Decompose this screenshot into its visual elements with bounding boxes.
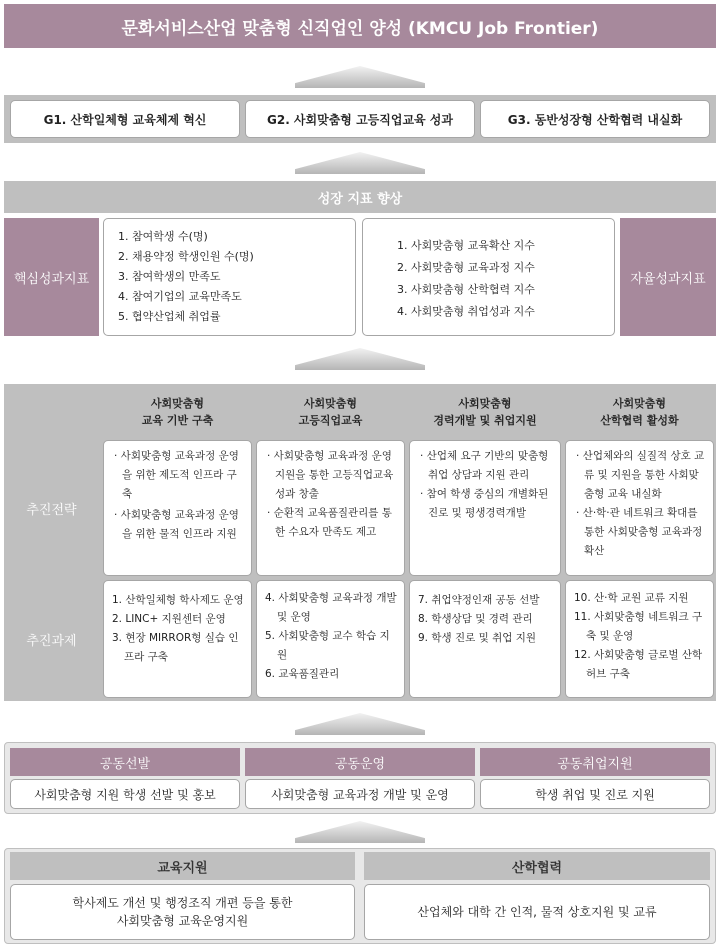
list-item: · 산업체 요구 기반의 맞춤형 취업 상담과 지원 관리 [420, 450, 549, 481]
task-cell-4 [565, 580, 714, 698]
up-arrow-icon [295, 66, 425, 88]
joint-head-3: 공동취업지원 [480, 748, 710, 776]
page-title [4, 4, 716, 48]
strategy-head-3: 사회맞춤형 경력개발 및 취업지원 [409, 388, 561, 436]
list-item: 10. 산·학 교원 교류 지원 [574, 592, 689, 604]
list-item: · 순환적 교육품질관리를 통한 수요자 만족도 제고 [267, 507, 392, 538]
strategy-cell-1 [103, 440, 252, 576]
core-kpi-label: 핵심성과지표 [4, 218, 99, 336]
list-item: 11. 사회맞춤형 네트워크 구축 및 운영 [574, 611, 703, 642]
growth-indicator-bar: 성장 지표 향상 [4, 181, 716, 213]
joint-body-1: 사회맞춤형 지원 학생 선발 및 홍보 [10, 779, 240, 809]
self-kpi-label: 자율성과지표 [620, 218, 716, 336]
joint-head-2: 공동운영 [245, 748, 475, 776]
goal-g1: G1. 산학일체형 교육체제 혁신 [10, 100, 240, 138]
support-body-2: 산업체와 대학 간 인적, 물적 상호지원 및 교류 [364, 884, 710, 940]
list-item: · 산업체와의 실질적 상호 교류 및 지원을 통한 사회맞춤형 교육 내실화 [576, 450, 705, 500]
strategy-head-2: 사회맞춤형 고등직업교육 [256, 388, 405, 436]
list-item: 7. 취업약정인재 공동 선발 [418, 594, 540, 606]
task-cell-1 [103, 580, 252, 698]
up-arrow-icon [295, 821, 425, 843]
support-body-1: 학사제도 개선 및 행정조직 개편 등을 통한 사회맞춤형 교육운영지원 [10, 884, 355, 940]
core-kpi-box [103, 218, 356, 336]
list-item: 3. 현장 MIRROR형 실습 인프라 구축 [112, 632, 239, 663]
list-item: · 사회맞춤형 교육과정 운영을 위한 제도적 인프라 구축 [114, 450, 239, 500]
strategy-cell-3 [409, 440, 561, 576]
list-item: 6. 교육품질관리 [265, 668, 340, 680]
task-label: 추진과제 [26, 633, 77, 649]
strategy-cell-2 [256, 440, 405, 576]
list-item: 12. 사회맞춤형 글로벌 산학 허브 구축 [574, 649, 703, 680]
core-kpi-list [118, 227, 355, 327]
list-item: 2. 사회맞춤형 교육과정 지수 [397, 261, 535, 274]
list-item: · 산·학·관 네트워크 확대를 통한 사회맞춤형 교육과정 확산 [576, 507, 703, 557]
strategy-head-1: 사회맞춤형 교육 기반 구축 [103, 388, 252, 436]
list-item: · 참여 학생 중심의 개별화된 진로 및 평생경력개발 [420, 488, 549, 519]
list-item: 2. 채용약정 학생인원 수(명) [118, 250, 254, 263]
list-item: · 사회맞춤형 교육과정 운영 지원을 통한 고등직업교육 성과 창출 [267, 450, 394, 500]
up-arrow-icon [295, 713, 425, 735]
list-item: 2. LINC+ 지원센터 운영 [112, 613, 226, 625]
up-arrow-icon [295, 152, 425, 174]
list-item: 1. 사회맞춤형 교육확산 지수 [397, 239, 535, 252]
self-kpi-box [362, 218, 615, 336]
list-item: · 사회맞춤형 교육과정 운영을 위한 물적 인프라 지원 [114, 509, 239, 540]
task-cell-2 [256, 580, 405, 698]
list-item: 4. 사회맞춤형 교육과정 개발 및 운영 [265, 592, 397, 623]
list-item: 3. 사회맞춤형 산학협력 지수 [397, 283, 535, 296]
support-head-1: 교육지원 [10, 852, 355, 880]
page-title-text: 문화서비스산업 맞춤형 신직업인 양성 (KMCU Job Frontier) [121, 18, 599, 39]
list-item: 9. 학생 진로 및 취업 지원 [418, 632, 536, 644]
task-cell-3 [409, 580, 561, 698]
self-kpi-list [397, 235, 614, 323]
list-item: 8. 학생상담 및 경력 관리 [418, 613, 533, 625]
goal-g2: G2. 사회맞춤형 고등직업교육 성과 [245, 100, 475, 138]
joint-body-3: 학생 취업 및 진로 지원 [480, 779, 710, 809]
list-item: 4. 사회맞춤형 취업성과 지수 [397, 305, 535, 318]
list-item: 4. 참여기업의 교육만족도 [118, 290, 242, 303]
strategy-head-4: 사회맞춤형 산학협력 활성화 [565, 388, 714, 436]
up-arrow-icon [295, 348, 425, 370]
joint-head-1: 공동선발 [10, 748, 240, 776]
list-item: 5. 협약산업체 취업률 [118, 310, 221, 323]
support-head-2: 산학협력 [364, 852, 710, 880]
list-item: 1. 참여학생 수(명) [118, 230, 208, 243]
list-item: 3. 참여학생의 만족도 [118, 270, 221, 283]
strategy-cell-4 [565, 440, 714, 576]
goal-g3: G3. 동반성장형 산학협력 내실화 [480, 100, 710, 138]
joint-body-2: 사회맞춤형 교육과정 개발 및 운영 [245, 779, 475, 809]
strategy-label: 추진전략 [26, 502, 77, 518]
list-item: 1. 산학일체형 학사제도 운영 [112, 594, 244, 606]
list-item: 5. 사회맞춤형 교수 학습 지원 [265, 630, 390, 661]
